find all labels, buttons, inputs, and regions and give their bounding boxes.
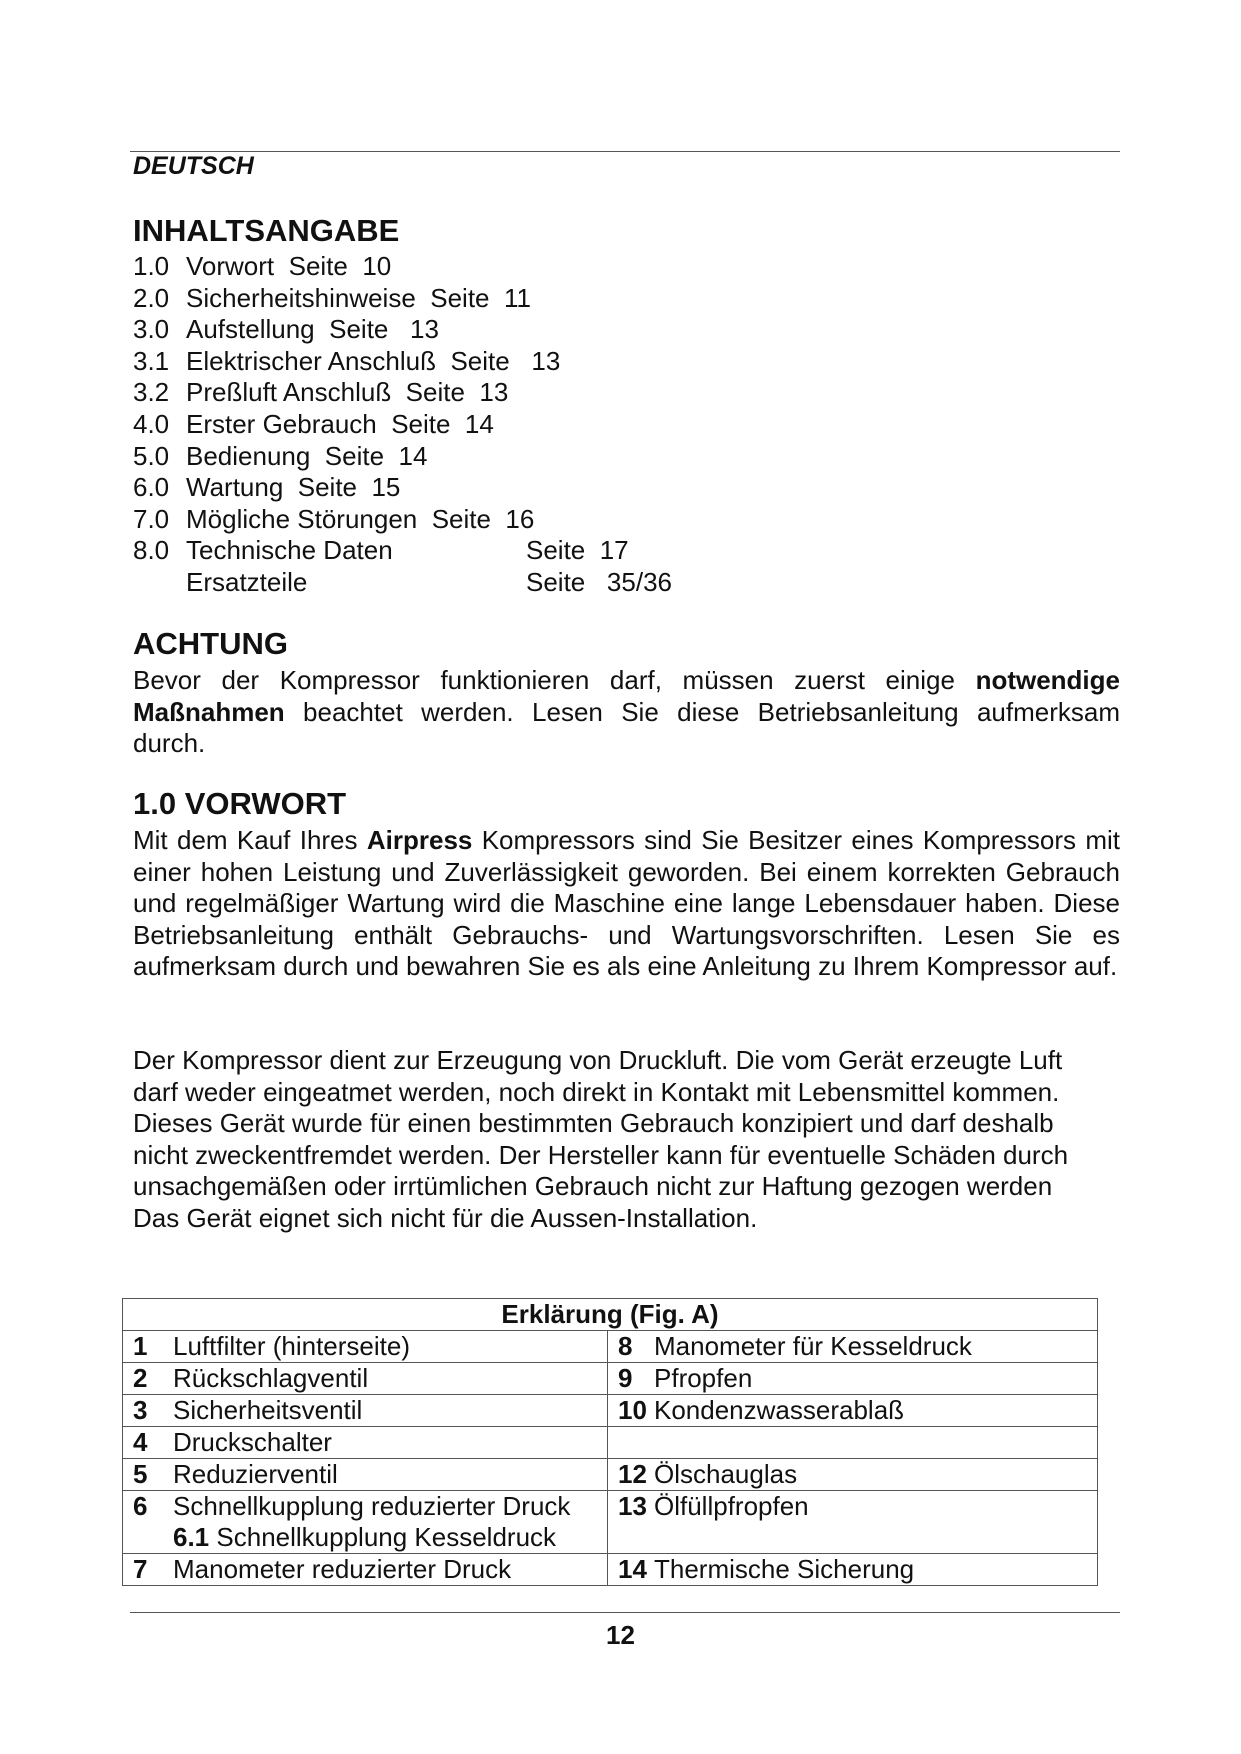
table-row: 4 Druckschalter <box>123 1427 1098 1459</box>
page-number: 12 <box>606 1620 635 1650</box>
toc-item[interactable]: 8.0 Technische Daten Seite 17 <box>133 535 629 566</box>
toc-item[interactable]: 3.2 Preßluft Anschluß Seite 13 <box>133 377 509 408</box>
vorwort-paragraph-2: Der Kompressor dient zur Erzeugung von Druckluft. Die vom Gerät erzeugte Luft darf weder eingeatmet werden, noch direkt in Kontakt mit Lebensmittel kommen. Dieses Gerät wurde für einen bestimmten Gebrauch konzipiert und darf deshalb nicht zweckentfremdet werden. Der Hersteller kann für eventuelle Schäden durch unsachgemäßen oder irrtümlichen Gebrauch nicht zur Haftung gezogen werden Das Gerät eignet sich nicht für die Aussen-Installation. <box>133 1045 1069 1233</box>
vorwort-paragraph-1: Mit dem Kauf Ihres Airpress Kompressors sind Sie Besitzer eines Kompressors mit einer hohen Leistung und Zuverlässigkeit geworden. Bei einem korrekten Gebrauch und regelmäßiger Wartung wird die Maschine eine lange Lebensdauer haben. Diese Betriebsanleitung enthält Gebrauchs- und Wartungsvorschriften. Lesen Sie es aufmerksam durch und bewahren Sie es als eine Anleitung zu Ihrem Kompressor auf. <box>133 825 1121 982</box>
toc-item[interactable]: 4.0 Erster Gebrauch Seite 14 <box>133 408 494 439</box>
toc-item[interactable]: 1.0 Vorwort Seite 10 <box>133 251 392 281</box>
achtung-text: Bevor der Kompressor funktionieren darf, müssen zuerst einige notwendige Maßnahmen beachtet werden. Lesen Sie diese Betriebsanleitung aufmerksam durch. <box>133 665 1120 759</box>
vorwort-heading: 1.0 VORWORT <box>133 786 347 821</box>
table-row: 5 Reduzierventil 12 Ölschauglas <box>123 1459 1098 1491</box>
toc-item[interactable]: 5.0 Bedienung Seite 14 <box>133 440 428 471</box>
legend-table <box>122 1298 1098 1586</box>
achtung-heading: ACHTUNG <box>133 626 288 661</box>
toc-heading: INHALTSANGABE <box>133 213 400 248</box>
toc-item[interactable]: 2.0 Sicherheitshinweise Seite 11 <box>133 282 531 313</box>
table-row: 1 Luftfilter (hinterseite) 8 Manometer für Kesseldruck <box>123 1331 1098 1363</box>
table-row: 6 Schnellkupplung reduzierter Druck 6.1 Schnellkupplung Kesseldruck 13 Ölfüllpfropfen <box>123 1491 1098 1554</box>
toc-item[interactable]: 6.0 Wartung Seite 15 <box>133 472 401 503</box>
language-label: DEUTSCH <box>133 152 254 180</box>
footer-rule <box>130 1612 1120 1613</box>
toc-item[interactable]: 7.0 Mögliche Störungen Seite 16 <box>133 503 535 534</box>
table-row: 7 Manometer reduzierter Druck 14 Thermische Sicherung <box>123 1554 1098 1586</box>
header-rule <box>130 151 1120 152</box>
toc-item[interactable]: 3.0 Aufstellung Seite 13 <box>133 314 439 345</box>
legend-title: Erklärung (Fig. A) <box>123 1299 1098 1331</box>
table-row: 3 Sicherheitsventil 10 Kondenzwasserablaß <box>123 1395 1098 1427</box>
table-of-contents <box>133 251 672 599</box>
table-row: 2 Rückschlagventil 9 Pfropfen <box>123 1363 1098 1395</box>
toc-item[interactable]: Ersatzteile Seite 35/36 <box>186 566 672 597</box>
toc-item[interactable]: 3.1 Elektrischer Anschluß Seite 13 <box>133 345 561 376</box>
